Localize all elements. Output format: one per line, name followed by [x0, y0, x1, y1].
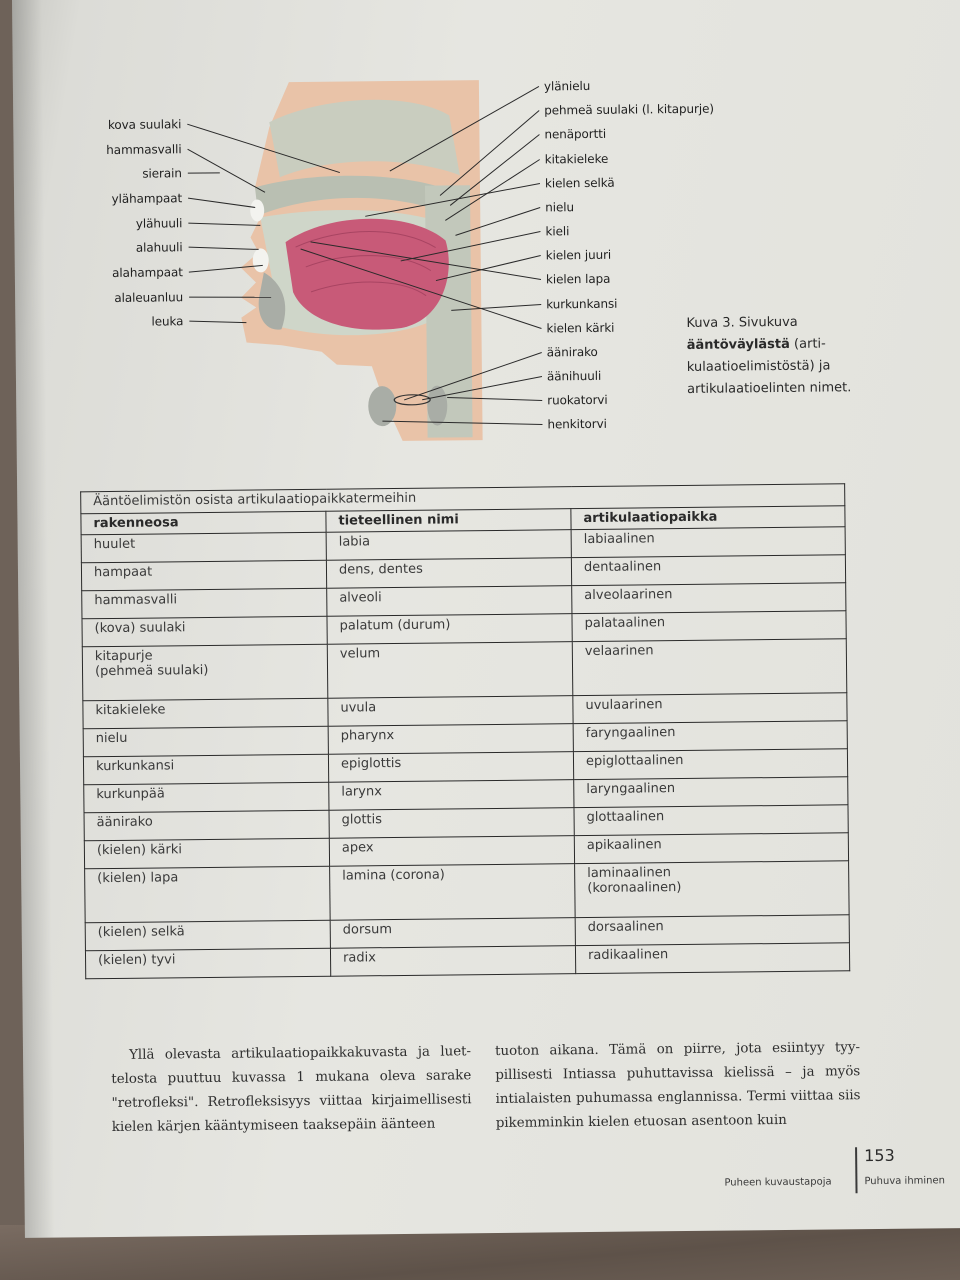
vocal-tract-diagram: [79, 60, 960, 469]
cell-tieteellinen-nimi: uvula: [328, 696, 573, 727]
cell-artikulaatiopaikka: velaarinen: [572, 639, 847, 696]
label-alaleuanluu: alaleuanluu: [114, 290, 184, 305]
table-row: [82, 639, 847, 701]
cell-rakenneosa: hammasvalli: [82, 588, 327, 619]
cell-rakenneosa: (kielen) selkä: [85, 920, 330, 951]
cell-rakenneosa: (kielen) kärki: [84, 838, 329, 869]
label-kieli: kieli: [545, 224, 570, 239]
label-kova-suulaki: kova suulaki: [107, 117, 182, 133]
cell-tieteellinen-nimi: epiglottis: [328, 752, 573, 783]
label-kurkunkansi: kurkunkansi: [546, 296, 618, 312]
page-gutter-shadow: [12, 0, 55, 1238]
label-kielen-selka: kielen selkä: [544, 175, 615, 191]
cell-artikulaatiopaikka: laminaalinen (koronaalinen): [575, 861, 850, 918]
cell-rakenneosa: äänirako: [84, 810, 329, 841]
label-hammasvalli: hammasvalli: [106, 142, 182, 158]
cell-artikulaatiopaikka: uvulaarinen: [573, 693, 847, 724]
label-kitakieleke: kitakieleke: [544, 151, 609, 167]
cell-artikulaatiopaikka: radikaalinen: [575, 943, 849, 974]
label-alahampaat: alahampaat: [112, 265, 183, 280]
table-row: [85, 861, 850, 923]
cell-tieteellinen-nimi: lamina (corona): [330, 864, 576, 921]
label-ylahuuli: ylähuuli: [135, 216, 183, 231]
label-kielen-lapa: kielen lapa: [545, 271, 611, 287]
label-nielu: nielu: [545, 200, 575, 215]
header-rakenneosa: rakenneosa: [81, 511, 326, 535]
cell-tieteellinen-nimi: apex: [329, 836, 574, 867]
cell-tieteellinen-nimi: velum: [327, 642, 573, 699]
label-ylahampaat: ylähampaat: [111, 191, 183, 206]
table-body: [81, 527, 850, 979]
cell-tieteellinen-nimi: glottis: [329, 808, 574, 839]
table-title: Ääntöelimistön osista artikulaatiopaikkatermeihin: [81, 484, 845, 514]
header-tieteellinen-nimi: tieteellinen nimi: [326, 509, 571, 533]
cell-artikulaatiopaikka: apikaalinen: [574, 833, 848, 864]
label-leuka: leuka: [151, 314, 184, 329]
cell-artikulaatiopaikka: dentaalinen: [571, 555, 845, 586]
cell-artikulaatiopaikka: glottaalinen: [574, 805, 848, 836]
footer-book-title: Puhuva ihminen: [864, 1175, 946, 1188]
caption-prefix: Kuva 3. Sivukuva: [686, 314, 798, 331]
page-number-divider: [855, 1147, 857, 1193]
cell-rakenneosa: kitapurje (pehmeä suulaki): [82, 644, 328, 701]
label-ylanielu: ylänielu: [543, 78, 591, 94]
cell-artikulaatiopaikka: dorsaalinen: [575, 915, 849, 946]
cell-tieteellinen-nimi: dorsum: [330, 918, 575, 949]
articulation-table: [80, 483, 850, 979]
label-pehmea-suulaki: pehmeä suulaki (l. kitapurje): [544, 101, 714, 118]
vocal-tract-illustration: [79, 60, 960, 469]
cell-rakenneosa: hampaat: [81, 560, 326, 591]
label-nenaportti: nenäportti: [544, 126, 607, 142]
cell-rakenneosa: kurkunkansi: [83, 754, 328, 785]
label-aanihuuli: äänihuuli: [546, 368, 602, 384]
cell-artikulaatiopaikka: labiaalinen: [571, 527, 845, 558]
book-page: [12, 0, 960, 1238]
label-sierain: sierain: [142, 166, 182, 181]
paragraph-left: Yllä olevasta artikulaatiopaikkakuvasta ja luettelosta puuttuu kuvassa 1 mukana oleva sarake "retrofleksi". Retrofleksisyys viittaa kirjaimellisesti kielen kärjen kääntymiseen taaksepäin äänteen: [111, 1044, 472, 1136]
cell-tieteellinen-nimi: pharynx: [328, 724, 573, 755]
label-kielen-juuri: kielen juuri: [545, 247, 612, 263]
paragraph-right: tuoton aikana. Tämä on piirre, jota esiintyy tyypillisesti Intiassa puhuttavissa kielissä – ja myös intialaisten puhumassa englannissa. Termi viittaa siis pikemminkin kielen etuosan asentoon kuin: [494, 1040, 861, 1131]
page-number: 153: [864, 1145, 895, 1166]
body-text-right-column: [495, 1036, 861, 1136]
cell-artikulaatiopaikka: alveolaarinen: [572, 583, 846, 614]
cell-tieteellinen-nimi: labia: [326, 530, 571, 561]
cell-artikulaatiopaikka: laryngaalinen: [574, 777, 848, 808]
caption-bold: ääntöväylästä: [686, 336, 790, 353]
figure-caption: [686, 311, 877, 401]
cell-artikulaatiopaikka: palataalinen: [572, 611, 846, 642]
label-kielen-karki: kielen kärki: [546, 320, 615, 336]
cell-tieteellinen-nimi: radix: [330, 946, 575, 977]
cell-tieteellinen-nimi: larynx: [329, 780, 574, 811]
cell-rakenneosa: nielu: [83, 726, 328, 757]
cell-artikulaatiopaikka: epiglottaalinen: [573, 749, 847, 780]
cell-rakenneosa: (kova) suulaki: [82, 616, 327, 647]
label-aanirako: äänirako: [546, 344, 598, 360]
header-artikulaatiopaikka: artikulaatiopaikka: [571, 506, 845, 530]
cell-rakenneosa: (kielen) tyvi: [85, 948, 330, 979]
cell-tieteellinen-nimi: palatum (durum): [327, 614, 572, 645]
cell-rakenneosa: kitakieleke: [83, 698, 328, 729]
label-alahuuli: alahuuli: [135, 240, 183, 255]
cell-tieteellinen-nimi: alveoli: [327, 586, 572, 617]
label-henkitorvi: henkitorvi: [547, 416, 607, 432]
caption-rest: (artikulaatioelimistöstä) ja artikulaatioelinten nimet.: [686, 336, 852, 397]
label-ruokatorvi: ruokatorvi: [547, 392, 608, 408]
cell-rakenneosa: kurkunpää: [84, 782, 329, 813]
footer-section-title: Puheen kuvaustapoja: [724, 1176, 832, 1189]
cell-artikulaatiopaikka: faryngaalinen: [573, 721, 847, 752]
body-text-left-column: [111, 1040, 472, 1140]
cell-tieteellinen-nimi: dens, dentes: [326, 558, 571, 589]
cell-rakenneosa: huulet: [81, 532, 326, 563]
cell-rakenneosa: (kielen) lapa: [85, 866, 331, 923]
